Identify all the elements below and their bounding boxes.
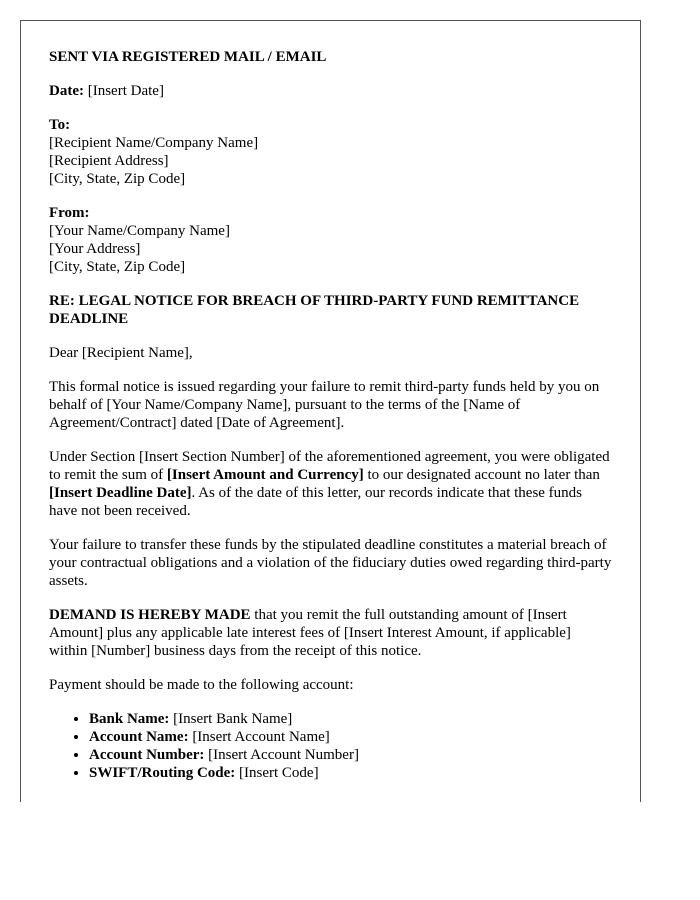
from-line: [City, State, Zip Code]	[49, 259, 186, 275]
to-block	[49, 116, 612, 188]
payment-label: Account Name:	[89, 729, 189, 745]
letter-page	[20, 20, 641, 802]
from-line: [Your Name/Company Name]	[49, 223, 230, 239]
to-label: To:	[49, 117, 71, 133]
salutation: Dear [Recipient Name],	[49, 345, 193, 361]
payment-value: [Insert Code]	[235, 765, 319, 781]
payment-value: [Insert Account Number]	[204, 747, 359, 763]
paragraph-2-text: Under Section [Insert Section Number] of the aforementioned agreement, you were obligated to remit the sum of	[49, 449, 610, 483]
list-item	[89, 710, 612, 728]
payment-label: SWIFT/Routing Code:	[89, 765, 236, 781]
from-block	[49, 204, 612, 276]
deadline-placeholder: [Insert Deadline Date]	[49, 485, 192, 501]
to-line: [Recipient Name/Company Name]	[49, 135, 259, 151]
payment-intro: Payment should be made to the following account:	[49, 677, 354, 693]
paragraph-4	[49, 606, 612, 660]
from-label: From:	[49, 205, 90, 221]
payment-details-list	[49, 710, 612, 782]
paragraph-3: Your failure to transfer these funds by the stipulated deadline constitutes a material breach of your contractual obligations and a violation of the fiduciary duties owed regarding third-party assets.	[49, 537, 612, 589]
demand-statement: DEMAND IS HEREBY MADE	[49, 607, 251, 623]
date-value: [Insert Date]	[83, 83, 164, 99]
list-item	[89, 728, 612, 746]
amount-placeholder: [Insert Amount and Currency]	[166, 467, 364, 483]
paragraph-2	[49, 448, 612, 520]
sent-via-heading: SENT VIA REGISTERED MAIL / EMAIL	[49, 49, 327, 65]
paragraph-4-text: that you remit the full outstanding amount of [Insert Amount] plus any applicable late interest fees of [Insert Interest Amount, if applicable] within [Number] business days from the receipt of this notice.	[49, 607, 571, 659]
paragraph-2-text: to our designated account no later than	[363, 467, 600, 483]
payment-label: Bank Name:	[89, 711, 170, 727]
payment-value: [Insert Account Name]	[188, 729, 330, 745]
payment-value: [Insert Bank Name]	[169, 711, 293, 727]
paragraph-2-text: . As of the date of this letter, our records indicate that these funds have not been received.	[49, 485, 583, 519]
list-item	[89, 746, 612, 764]
paragraph-1: This formal notice is issued regarding your failure to remit third-party funds held by you on behalf of [Your Name/Company Name], pursuant to the terms of the [Name of Agreement/Contract] dated [Date of Agreement].	[49, 379, 600, 431]
to-line: [Recipient Address]	[49, 153, 169, 169]
to-line: [City, State, Zip Code]	[49, 171, 186, 187]
subject-line: RE: LEGAL NOTICE FOR BREACH OF THIRD-PARTY FUND REMITTANCE DEADLINE	[49, 293, 580, 327]
date-label: Date:	[49, 83, 84, 99]
list-item	[89, 764, 612, 782]
payment-label: Account Number:	[89, 747, 205, 763]
date-line	[49, 82, 612, 100]
from-line: [Your Address]	[49, 241, 141, 257]
